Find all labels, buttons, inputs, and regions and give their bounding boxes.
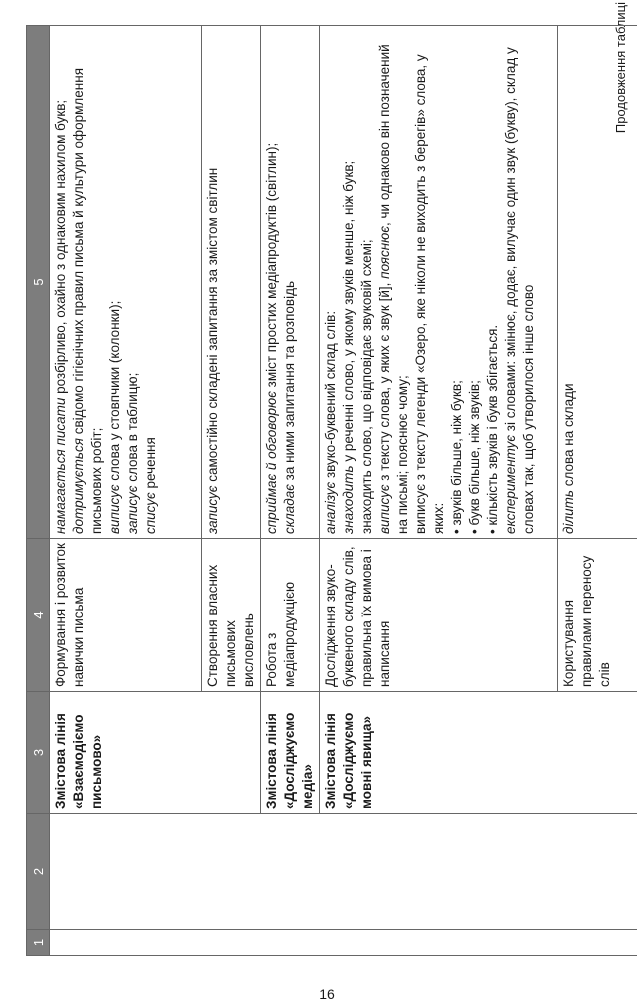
outcome-line: виписує з тексту легенди «Озеро, яке ніколи не виходить з берегів» слова, у яких: xyxy=(412,30,448,534)
skill-cell: Користування правилами переносу слів xyxy=(558,539,637,692)
column-header: 3 xyxy=(27,692,50,814)
outcome-cell xyxy=(320,26,558,539)
outcome-cell: ділить слова на склади xyxy=(558,26,637,539)
skill-cell: Формування і розвиток навички письма xyxy=(50,539,202,692)
outcome-cell xyxy=(261,26,320,539)
bullet-item: • звуків більше, ніж букв; xyxy=(448,30,466,534)
skill-cell: Робота з медіапродукцією xyxy=(261,539,320,692)
outcome-line: аналізує звуко-буквений склад слів: xyxy=(322,30,340,534)
outcome-line: дотримується свідомо гігієнічних правил письма й культури оформлення письмових робіт; xyxy=(70,30,106,534)
outcome-line: виписує слова у стовпчики (колонки); xyxy=(106,30,124,534)
content-line-cell: Змістова лінія «Досліджуємо медіа» xyxy=(261,692,320,814)
outcome-line: знаходить слово, що відповідає звуковій схемі; xyxy=(358,30,376,534)
outcome-line: сприймає й обговорює зміст простих медіапродуктів (світлин); xyxy=(263,30,281,534)
outcome-line: знаходить у реченні слово, у якому звуків менше, ніж букв; xyxy=(340,30,358,534)
column-header: 2 xyxy=(27,814,50,930)
outcome-line: списує речення xyxy=(142,30,160,534)
outcome-cell xyxy=(50,26,202,539)
cell-col2 xyxy=(50,814,637,930)
table-row xyxy=(50,26,202,956)
cell-col1 xyxy=(50,930,637,956)
bullet-item: • букв більше, ніж звуків; xyxy=(466,30,484,534)
outcome-cell: записує самостійно складені запитання за змістом світлин xyxy=(202,26,261,539)
table-header-row xyxy=(27,26,50,956)
continued-label: Продовження таблиці xyxy=(612,0,630,1000)
column-header: 1 xyxy=(27,930,50,956)
content-line-cell: Змістова лінія «Взаємодіємо письмово» xyxy=(50,692,261,814)
content-line-cell: Змістова лінія «Досліджуємо мовні явища» xyxy=(320,692,637,814)
outcome-line: намагається писати розбірливо, охайно з однаковим нахилом букв; xyxy=(52,30,70,534)
column-header: 5 xyxy=(27,26,50,539)
column-header: 4 xyxy=(27,539,50,692)
curriculum-table xyxy=(26,25,637,956)
page-number: 16 xyxy=(319,985,335,1003)
skill-cell: Дослідження звуко-буквеного складу слів, правильна їх вимова і написання xyxy=(320,539,558,692)
bullet-item: • кількість звуків і букв збігається. xyxy=(484,30,502,534)
outcome-line: складає за ними запитання та розповідь xyxy=(281,30,299,534)
outcome-line: записує слова в таблицю; xyxy=(124,30,142,534)
outcome-line: виписує з тексту слова, у яких є звук [й], пояснює, чи однаково він позначений на письмі; пояснює чому; xyxy=(376,30,412,534)
skill-cell: Створення власних письмових висловлень xyxy=(202,539,261,692)
outcome-line: експериментує зі словами: змінює, додає, вилучає один звук (букву), склад у словах так, щоб утворилося інше слово xyxy=(502,30,538,534)
